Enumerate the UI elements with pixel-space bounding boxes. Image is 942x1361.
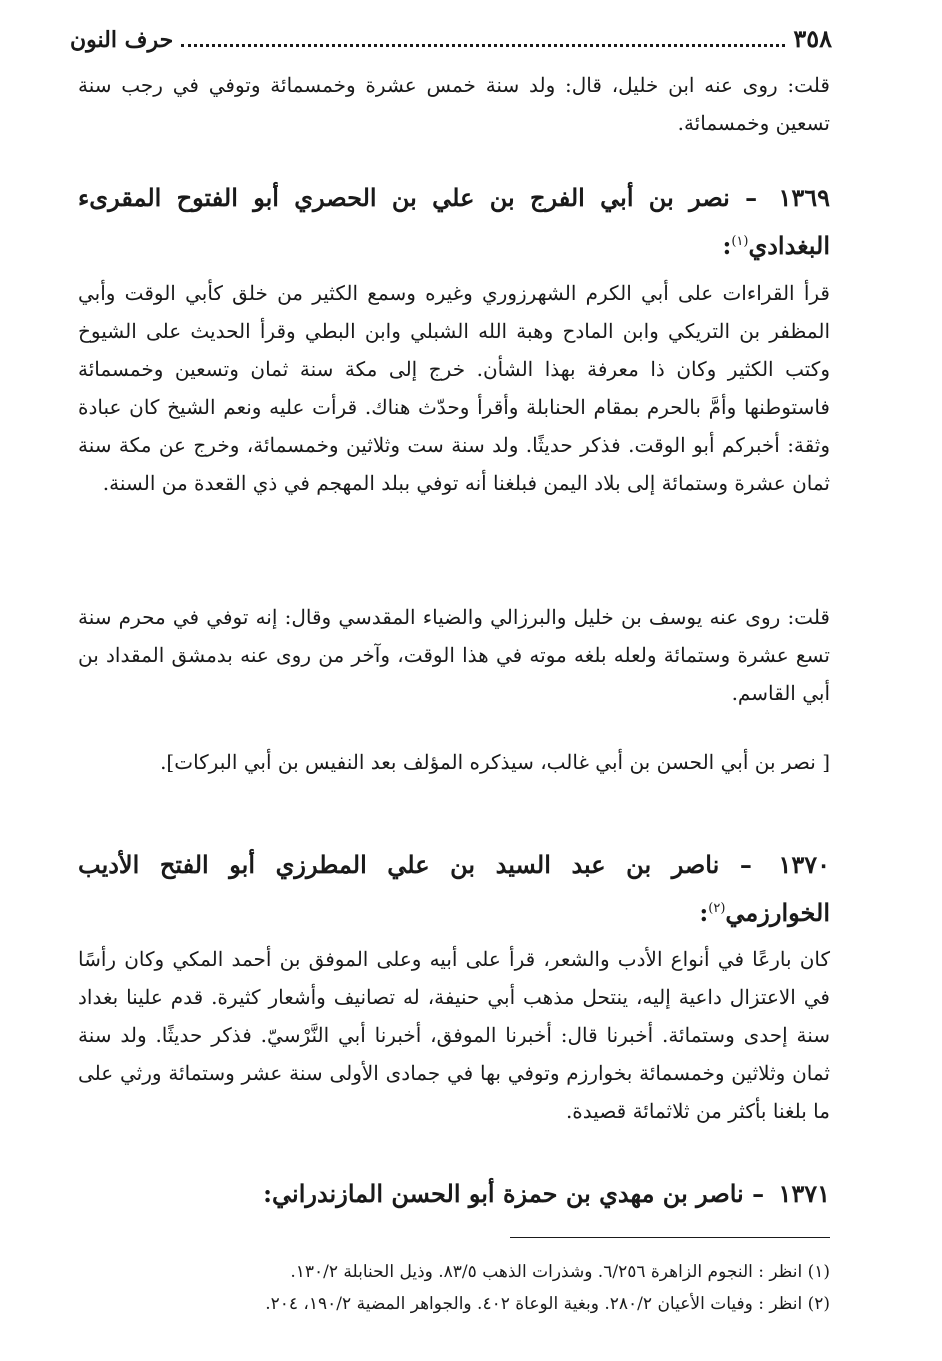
footnote-separator [510,1237,830,1238]
running-header [70,24,832,58]
entry-dash: – [739,850,752,879]
entry-colon: : [699,898,709,927]
page-number: ٣٥٨ [793,24,832,53]
entry-heading-1370 [78,843,830,935]
entry-colon: : [263,1179,273,1208]
paragraph-biography-1369: قرأ القراءات على أبي الكرم الشهرزوري وغيره وسمع الكثير من خلق كأبي الوقت وأبي المظفر بن التريكي وابن المادح وهبة الله الشبلي وابن البطي وقرأ الحديث على الشيوخ وكتب الكثير وكان ذا معرفة بهذا الشأن. خرج إلى مكة سنة ثمان وتسعين وخمسمائة فاستوطنها وأمَّ بالحرم بمقام الحنابلة وأقرأ وحدّث هناك. قرأت عليه ونعم الشيخ كان عبادة وثقة: أخبركم أبو الوقت. فذكر حديثًا. ولد سنة ست وثلاثين وخمسمائة، وخرج عن مكة سنة ثمان عشرة وستمائة إلى بلاد اليمن فبلغنا أنه توفي ببلد المهجم في ذي القعدة من السنة. [78,281,830,495]
footnote-2: (٢) انظر : وفيات الأعيان ٢٨٠/٢. وبغية الوعاة ٤٠٢. والجواهر المضية ١٩٠/٢، ٢٠٤. [265,1294,830,1314]
entry-dash: – [752,1179,765,1208]
entry-name: نصر بن أبي الفرج بن علي بن الحصري أبو الفتوح المقرىء البغدادي [78,183,830,260]
entry-colon: : [722,231,732,260]
paragraph-biography-1370: كان بارعًا في أنواع الأدب والشعر، قرأ على أبيه وعلى الموفق بن أحمد المكي وكان رأسًا في الاعتزال داعية إليه، ينتحل مذهب أبي حنيفة، له تصانيف وأشعار كثيرة. قدم علينا بغداد سنة إحدى وستمائة. أخبرنا قال: أخبرنا الموفق، أخبرنا أبي النَّرْسيّ. فذكر حديثًا. ولد سنة ثمان وثلاثين وخمسمائة بخوارزم وتوفي بها في جمادى الأولى سنة عشر وستمائة ورثي على ما بلغنا بأكثر من ثلاثمائة قصيدة. [78,947,830,1123]
entry-heading-1369 [78,176,830,268]
paragraph-qult-2: قلت: روى عنه يوسف بن خليل والبرزالي والضياء المقدسي وقال: إنه توفي في محرم سنة تسع عشرة وستمائة ولعله بلغه موته في هذا الوقت، وآخر من روى عنه بدمشق المقداد بن أبي القاسم. [78,605,830,705]
footnote-ref: (٢) [708,901,726,916]
footnote-ref: (١) [731,234,749,249]
entry-number: ١٣٧٠ [778,850,831,879]
entry-heading-1371 [78,1172,830,1216]
entry-number: ١٣٧١ [778,1179,830,1208]
entry-name: ناصر بن عبد السيد بن علي المطرزي أبو الفتح الأديب الخوارزمي [78,850,830,927]
footnote-1: (١) انظر : النجوم الزاهرة ٦/٢٥٦. وشذرات الذهب ٨٣/٥. وذيل الحنابلة ١٣٠/٢. [290,1262,830,1282]
entry-number: ١٣٦٩ [778,183,830,212]
entry-name: ناصر بن مهدي بن حمزة أبو الحسن المازندراني [272,1179,744,1208]
paragraph-qult-1: قلت: روى عنه ابن خليل، قال: ولد سنة خمس عشرة وخمسمائة وتوفي في رجب سنة تسعين وخمسمائة. [78,73,830,135]
header-dot-leader [181,30,785,47]
paragraph-bracket-note: [ نصر بن أبي الحسن بن أبي غالب، سيذكره المؤلف بعد النفيس بن أبي البركات]. [160,750,830,774]
section-title: حرف النون [70,27,174,53]
entry-dash: – [745,183,758,212]
